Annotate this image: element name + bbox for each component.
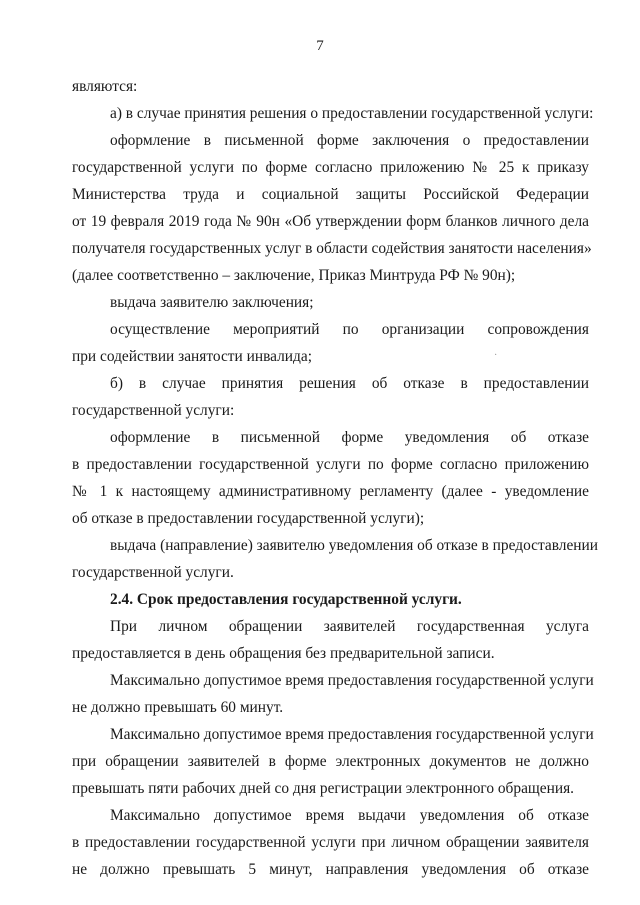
text-line: об отказе в предоставлении государственной услуги);	[72, 510, 425, 527]
text-line: государственной услуги.	[72, 564, 234, 581]
text-line: Максимально допустимое время предоставления государственной услуги	[110, 672, 594, 689]
text-line: не должно превышать 5 минут, направления уведомления об отказе	[72, 861, 589, 878]
text-line: в предоставлении государственной услуги по форме согласно приложению	[72, 456, 589, 473]
text-line: от 19 февраля 2019 года № 90н «Об утверждении форм бланков личного дела	[72, 213, 589, 230]
text-line: оформление в письменной форме заключения о предоставлении	[110, 132, 589, 149]
text-line: При личном обращении заявителей государственная услуга	[110, 618, 589, 635]
list-item-a: а) в случае принятия решения о предоставлении государственной услуги:	[110, 105, 594, 122]
text-line: не должно превышать 60 минут.	[72, 699, 284, 716]
text-line: оформление в письменной форме уведомления об отказе	[110, 429, 589, 446]
text-line: государственной услуги:	[72, 402, 235, 419]
text-line: Максимально допустимое время выдачи уведомления об отказе	[110, 807, 589, 824]
text-line: (далее соответственно – заключение, Приказ Минтруда РФ № 90н);	[72, 267, 516, 284]
text-line: при содействии занятости инвалида;	[72, 348, 312, 365]
text-line: Максимально допустимое время предоставления государственной услуги	[110, 726, 594, 743]
text-line: получателя государственных услуг в области содействия занятости населения»	[72, 240, 592, 257]
text-line: при обращении заявителей в форме электронных документов не должно	[72, 753, 589, 770]
text-line: превышать пяти рабочих дней со дня регистрации электронного обращения.	[72, 780, 574, 797]
document-body	[72, 73, 599, 883]
text-line: в предоставлении государственной услуги при личном обращении заявителя	[72, 834, 589, 851]
text-line: являются:	[72, 78, 138, 95]
text-line: осуществление мероприятий по организации сопровождения	[110, 321, 589, 338]
text-line: выдача заявителю заключения;	[110, 294, 314, 311]
list-item-b: б) в случае принятия решения об отказе в предоставлении	[110, 375, 589, 392]
page-number: 7	[316, 38, 324, 54]
scan-speck: ·	[494, 350, 498, 361]
text-line: Министерства труда и социальной защиты Российской Федерации	[72, 186, 589, 203]
text-line: № 1 к настоящему административному регламенту (далее - уведомление	[72, 483, 589, 500]
text-line: государственной услуги по форме согласно приложению № 25 к приказу	[72, 159, 589, 176]
text-line: выдача (направление) заявителю уведомления об отказе в предоставлении	[110, 537, 599, 554]
text-line: предоставляется в день обращения без предварительной записи.	[72, 645, 495, 662]
section-heading: 2.4. Срок предоставления государственной услуги.	[110, 591, 462, 608]
